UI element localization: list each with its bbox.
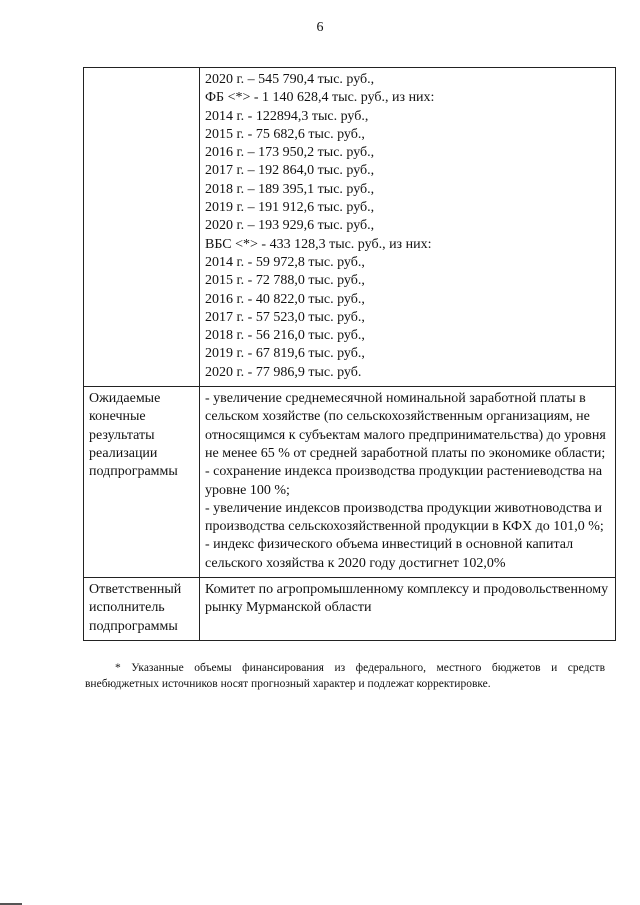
responsible-label-line: Ответственный [89, 582, 182, 598]
funding-line: 2014 г. - 59 972,8 тыс. руб., [205, 254, 365, 270]
funding-line: 2016 г. – 173 950,2 тыс. руб., [205, 145, 375, 161]
funding-line: 2019 г. - 67 819,6 тыс. руб., [205, 346, 365, 362]
expected-result-item: - индекс физического объема инвестиций в основной капитал сельского хозяйства к 2020 году достигнет 102,0% [205, 537, 574, 571]
responsible-label-line: подпрограммы [89, 618, 178, 634]
page-number: 6 [316, 20, 324, 35]
table-row-responsible [84, 578, 616, 641]
expected-result-item: - сохранение индекса производства продукции растениеводства на уровне 100 %; [205, 464, 603, 498]
expected-results-label-cell [84, 387, 200, 578]
funding-line: 2019 г. – 191 912,6 тыс. руб., [205, 200, 375, 216]
responsible-value-cell [200, 578, 616, 641]
expected-results-label-line: Ожидаемые [89, 391, 161, 407]
funding-line: ФБ <*> - 1 140 628,4 тыс. руб., из них: [205, 90, 435, 106]
funding-line: 2020 г. - 77 986,9 тыс. руб. [205, 364, 362, 380]
expected-results-label-line: подпрограммы [89, 464, 178, 480]
funding-line: ВБС <*> - 433 128,3 тыс. руб., из них: [205, 236, 432, 252]
expected-results-label-line: результаты [89, 427, 155, 443]
footnote: * Указанные объемы финансирования из федерального, местного бюджетов и средств внебюджетных источников носят прогнозный характер и подлежат корректировке. [85, 662, 605, 690]
funding-line: 2017 г. – 192 864,0 тыс. руб., [205, 163, 375, 179]
funding-values-cell [200, 68, 616, 387]
responsible-label-line: исполнитель [89, 600, 165, 616]
expected-results-label-line: реализации [89, 445, 158, 461]
funding-line: 2020 г. – 193 929,6 тыс. руб., [205, 218, 375, 234]
funding-line: 2016 г. - 40 822,0 тыс. руб., [205, 291, 365, 307]
funding-line: 2018 г. – 189 395,1 тыс. руб., [205, 181, 375, 197]
responsible-label-cell [84, 578, 200, 641]
expected-result-item: - увеличение индексов производства продукции животноводства и производства сельскохозяйственной продукции в КФХ до 101,0 %; [205, 500, 604, 535]
funding-line: 2015 г. - 72 788,0 тыс. руб., [205, 273, 365, 289]
expected-results-label-line: конечные [89, 409, 146, 425]
funding-line: 2018 г. - 56 216,0 тыс. руб., [205, 328, 365, 344]
responsible-executor-text: Комитет по агропромышленному комплексу и продовольственному рынку Мурманской области [205, 582, 609, 616]
funding-line: 2014 г. - 122894,3 тыс. руб., [205, 108, 369, 124]
expected-results-cell [200, 387, 616, 578]
funding-label-cell [84, 68, 200, 387]
table-row-expected-results [84, 387, 616, 578]
table-row-funding [84, 68, 616, 387]
program-passport-table [83, 67, 616, 641]
funding-line: 2015 г. - 75 682,6 тыс. руб., [205, 126, 365, 142]
expected-result-item: - увеличение среднемесячной номинальной заработной платы в сельском хозяйстве (по сельскохозяйственным организациям, не относящимся к субъектам малого предпринимательства) до уровня не менее 65 % от средней заработной платы по экономике области; [205, 391, 606, 461]
funding-line: 2020 г. – 545 790,4 тыс. руб., [205, 72, 375, 87]
funding-line: 2017 г. - 57 523,0 тыс. руб., [205, 309, 365, 325]
